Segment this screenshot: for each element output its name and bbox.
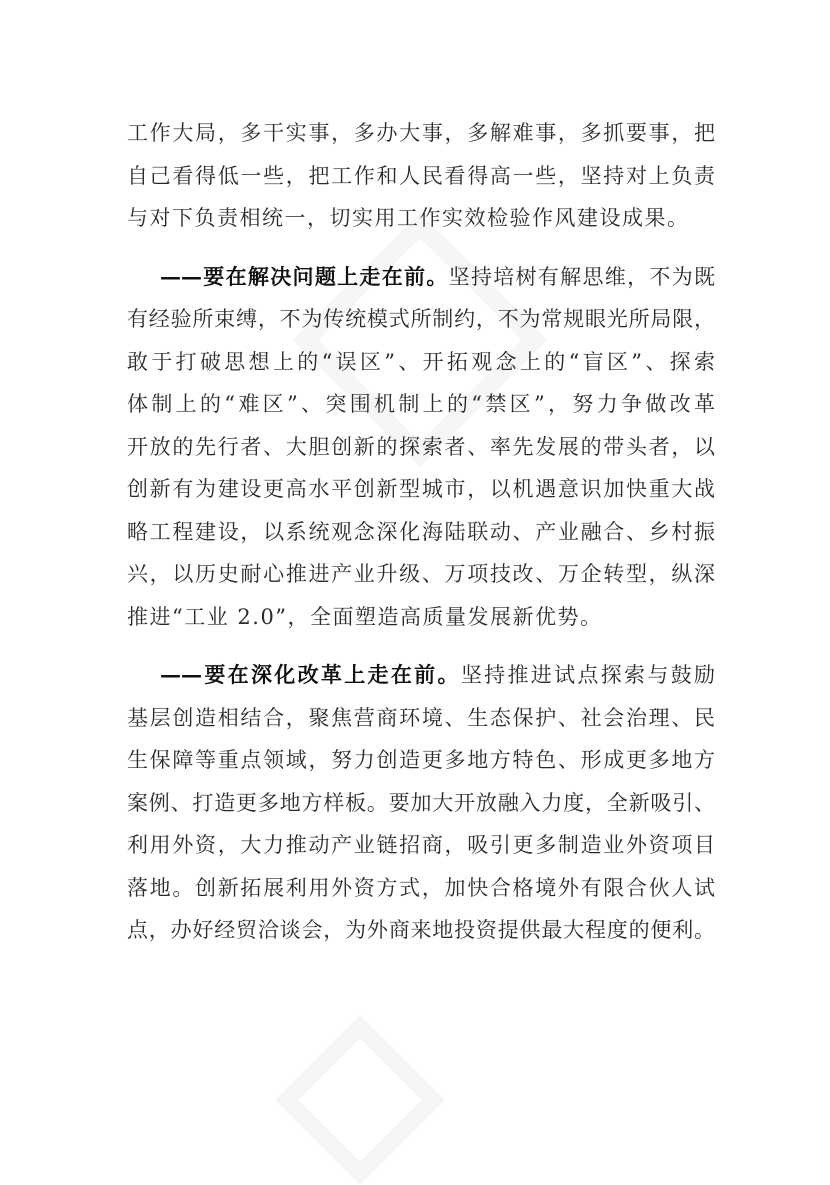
text-line: 落地。创新拓展利用外资方式，加快合格境外有限合伙人试 xyxy=(127,875,715,900)
text-run: 坚持培树有解思维，不为既 xyxy=(448,264,716,289)
paragraph-heading: ——要在深化改革上走在前。 xyxy=(160,662,461,687)
paragraph-heading: ——要在解决问题上走在前。 xyxy=(160,263,449,289)
text-line: 开放的先行者、大胆创新的探索者、率先发展的带头者，以 xyxy=(127,434,715,459)
text-line: 创新有为建设更高水平创新型城市，以机遇意识加快重大战 xyxy=(127,477,715,501)
text-line xyxy=(127,654,715,697)
text-line: 有经验所束缚，不为传统模式所制约，不为常规眼光所局限， xyxy=(127,307,715,331)
text-line: 推进“工业 2.0”，全面塑造高质量发展新优势。 xyxy=(127,604,603,629)
text-line: 与对下负责相统一，切实用工作实效检验作风建设成果。 xyxy=(127,206,690,230)
watermark xyxy=(275,1015,445,1185)
text-line: 敢于打破思想上的“误区”、开拓观念上的“盲区”、探索 xyxy=(127,349,715,374)
text-line xyxy=(127,256,715,299)
text-line: 基层创造相结合，聚焦营商环境、生态保护、社会治理、民 xyxy=(127,705,715,730)
paragraph-1 xyxy=(127,112,715,240)
text-line: 生保障等重点领域，努力创造更多地方特色、形成更多地方 xyxy=(127,748,715,772)
text-line: 案例、打造更多地方样板。要加大开放融入力度，全新吸引、 xyxy=(127,790,715,815)
text-run: 坚持推进试点探索与鼓励 xyxy=(460,663,716,687)
text-line: 体制上的“难区”、突围机制上的“禁区”，努力争做改革 xyxy=(127,392,715,416)
paragraph-solve-problems xyxy=(127,256,715,639)
text-line: 点，办好经贸洽谈会，为外商来地投资提供最大程度的便利。 xyxy=(127,918,715,942)
document-page xyxy=(127,112,715,968)
text-line: 利用外资，大力推动产业链招商，吸引更多制造业外资项目 xyxy=(127,833,715,857)
text-line: 略工程建设，以系统观念深化海陆联动、产业融合、乡村振 xyxy=(127,519,715,544)
text-line: 自己看得低一些，把工作和人民看得高一些，坚持对上负责 xyxy=(127,163,715,188)
text-line: 兴，以历史耐心推进产业升级、万项技改、万企转型，纵深 xyxy=(127,562,715,586)
text-line: 工作大局，多干实事，多办大事，多解难事，多抓要事，把 xyxy=(127,121,715,145)
paragraph-deepen-reform xyxy=(127,654,715,952)
